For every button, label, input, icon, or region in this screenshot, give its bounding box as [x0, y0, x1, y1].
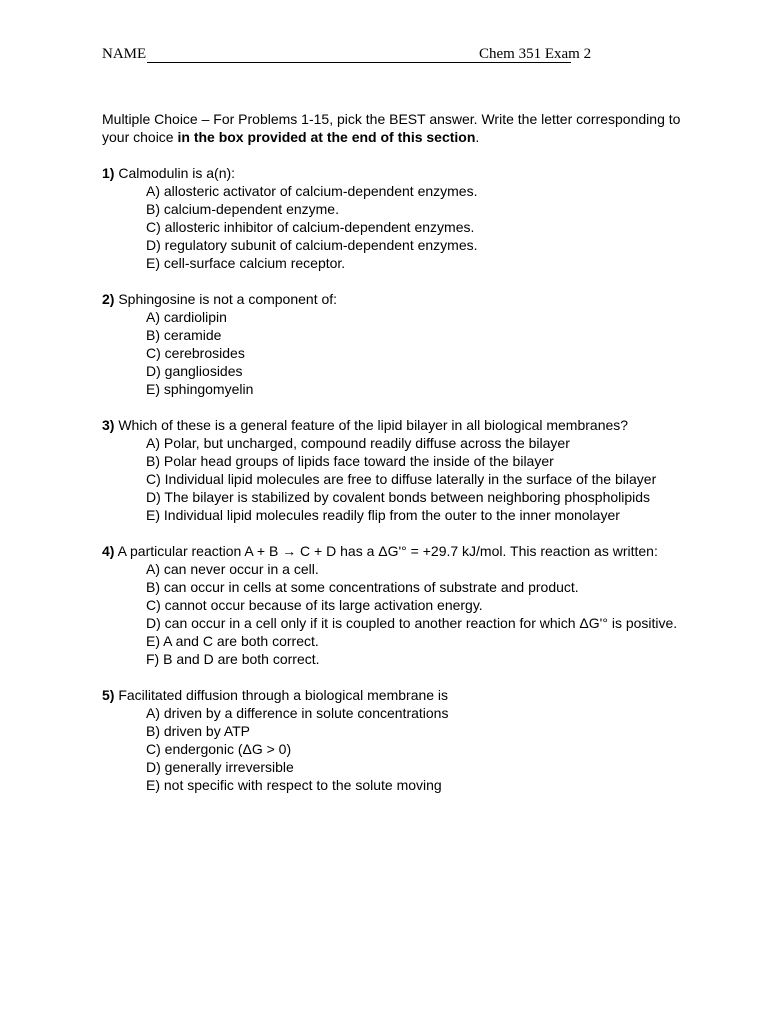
choice-option: C) allosteric inhibitor of calcium-dependent enzymes. [146, 219, 475, 235]
choice-option: A) allosteric activator of calcium-dependent enzymes. [146, 183, 478, 199]
question-text: Calmodulin is a(n): [114, 165, 236, 181]
choice-option: A) can never occur in a cell. [146, 561, 319, 577]
choice-option: B) calcium-dependent enzyme. [146, 201, 339, 217]
choice-option: C) endergonic (ΔG > 0) [146, 741, 292, 757]
instructions-emphasis: in the box provided at the end of this section [177, 129, 476, 145]
choice-option: D) can occur in a cell only if it is coupled to another reaction for which ΔG'° is positive. [146, 615, 678, 631]
choice-option: B) Polar head groups of lipids face toward the inside of the bilayer [146, 453, 554, 469]
question-2 [102, 290, 687, 398]
page-header [102, 46, 702, 68]
choice-option: E) Individual lipid molecules readily flip from the outer to the inner monolayer [146, 507, 620, 523]
choice-list [102, 182, 687, 272]
instructions-text: Multiple Choice – For Problems 1-15, pick the BEST answer. Write the letter corresponding to your choice [102, 111, 681, 145]
choice-option: D) regulatory subunit of calcium-dependent enzymes. [146, 237, 478, 253]
question-number: 2) [102, 291, 115, 307]
choice-option: C) cannot occur because of its large activation energy. [146, 597, 483, 613]
question-1 [102, 164, 687, 272]
question-number: 3) [102, 417, 115, 433]
choice-option: A) Polar, but uncharged, compound readily diffuse across the bilayer [146, 435, 570, 451]
question-text: Facilitated diffusion through a biological membrane is [114, 687, 449, 703]
question-3 [102, 416, 687, 524]
question-number: 5) [102, 687, 115, 703]
choice-list [102, 704, 687, 794]
question-text: Which of these is a general feature of the lipid bilayer in all biological membranes? [114, 417, 629, 433]
question-stem [102, 290, 687, 308]
choice-option: E) cell-surface calcium receptor. [146, 255, 346, 271]
choice-option: E) sphingomyelin [146, 381, 254, 397]
choice-option: C) cerebrosides [146, 345, 245, 361]
question-stem [102, 686, 687, 704]
choice-option: F) B and D are both correct. [146, 651, 320, 667]
question-5 [102, 686, 687, 794]
question-number: 1) [102, 165, 115, 181]
question-number: 4) [102, 543, 115, 559]
choice-list [102, 308, 687, 398]
choice-list [102, 434, 687, 524]
question-4 [102, 542, 687, 668]
choice-option: B) can occur in cells at some concentrations of substrate and product. [146, 579, 579, 595]
exam-content [102, 110, 687, 812]
choice-list [102, 560, 687, 668]
question-stem [102, 542, 687, 560]
choice-option: E) A and C are both correct. [146, 633, 319, 649]
instructions-end: . [475, 129, 480, 145]
choice-option: D) gangliosides [146, 363, 243, 379]
choice-option: D) generally irreversible [146, 759, 294, 775]
question-stem [102, 416, 687, 434]
choice-option: A) cardiolipin [146, 309, 227, 325]
name-label: NAME [102, 46, 147, 62]
choice-option: E) not specific with respect to the solute moving [146, 777, 442, 793]
choice-option: D) The bilayer is stabilized by covalent bonds between neighboring phospholipids [146, 489, 651, 505]
choice-option: C) Individual lipid molecules are free to diffuse laterally in the surface of the bilayer [146, 471, 657, 487]
question-text: A particular reaction A + B → C + D has a ΔG'° = +29.7 kJ/mol. This reaction as written: [114, 543, 658, 559]
question-stem [102, 164, 687, 182]
choice-option: A) driven by a difference in solute concentrations [146, 705, 449, 721]
instructions [102, 110, 687, 146]
choice-option: B) ceramide [146, 327, 222, 343]
choice-option: B) driven by ATP [146, 723, 251, 739]
question-text: Sphingosine is not a component of: [114, 291, 338, 307]
exam-title: Chem 351 Exam 2 [479, 46, 592, 62]
